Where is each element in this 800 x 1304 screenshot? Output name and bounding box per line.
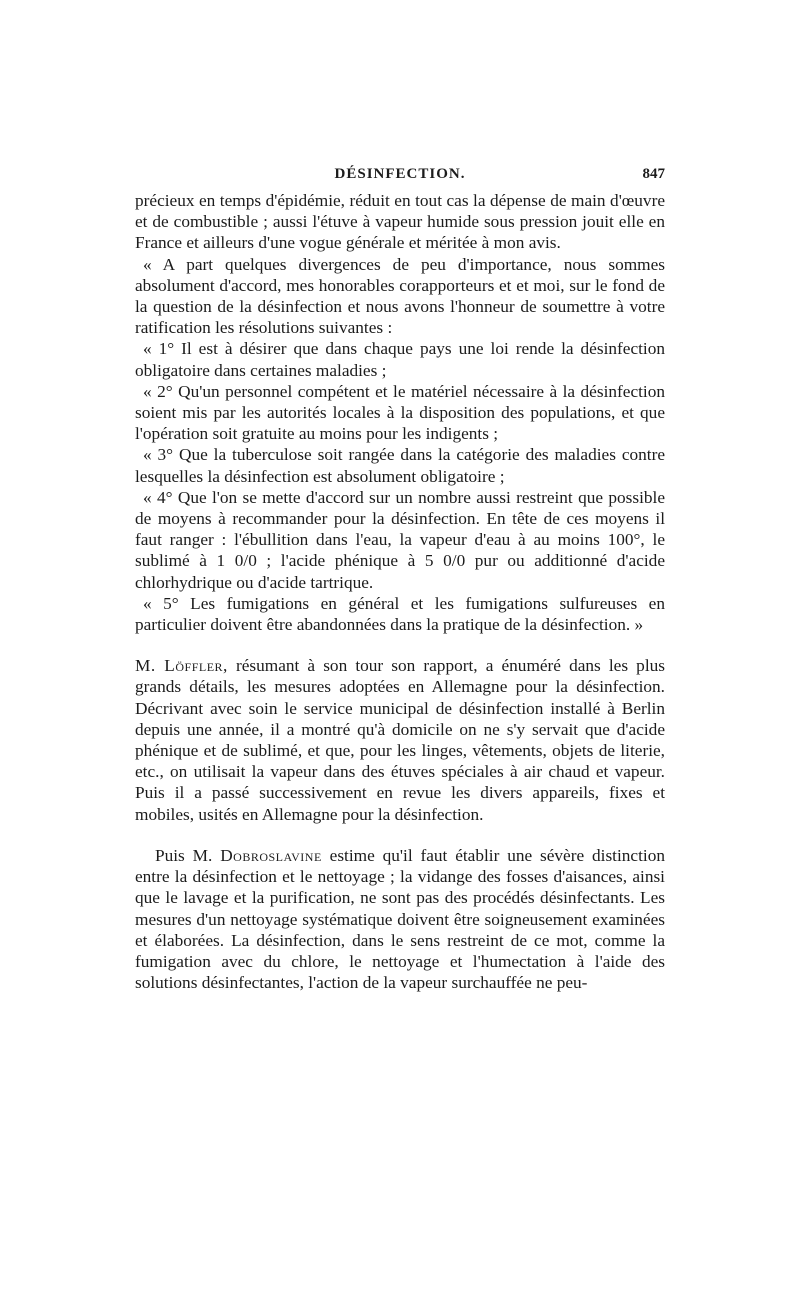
paragraph-dobroslavine-lead: Puis M. <box>155 845 213 865</box>
running-title: DÉSINFECTION. <box>334 166 466 182</box>
paragraph-loffler-text: résumant à son tour son rapport, a énuméré dans les plus grands détails, les mesures adoptées en Allemagne pour la désinfection. Décrivant avec soin le service municipal de désinfection installé à Berlin depuis une année, il a montré qu'à domicile on ne s'y servait que d'acide phénique et de sublimé, et que, pour les linges, vêtements, objets de literie, etc., on utilisait la vapeur dans des étuves spéciales à air chaud et vapeur. Puis il a passé successivement en revue les divers appareils, fixes et mobiles, usités en Allemagne pour la désinfection. <box>135 656 665 824</box>
resolution-4: « 4° Que l'on se mette d'accord sur un nombre aussi restreint que possible de moyens à recommander pour la désinfection. En tête de ces moyens il faut ranger : l'ébullition dans l'eau, la vapeur d'eau à au moins 100°, le sublimé à 1 0/0 ; l'acide phénique à 5 0/0 pur ou additionné d'acide chlorhydrique ou d'acide tartrique. <box>135 487 665 592</box>
author-name-dobroslavine: Dobroslavine <box>220 845 322 865</box>
resolution-2: « 2° Qu'un personnel compétent et le matériel nécessaire à la désinfection soient mis par les autorités locales à la disposition des populations, et que l'opération soit gratuite au moins pour les indigents ; <box>135 381 665 444</box>
paragraph-dobroslavine <box>135 845 665 993</box>
paragraph-1: précieux en temps d'épidémie, réduit en tout cas la dépense de main d'œuvre et de combustible ; aussi l'étuve à vapeur humide sous pression jouit elle en France et ailleurs d'une vogue générale et méritée à mon avis. <box>135 191 665 253</box>
paragraph-gap <box>135 825 665 845</box>
page-header <box>135 166 665 190</box>
resolution-3: « 3° Que la tuberculose soit rangée dans la catégorie des maladies contre lesquelles la désinfection est absolument obligatoire ; <box>135 445 665 486</box>
resolution-5: « 5° Les fumigations en général et les fumigations sulfureuses en particulier doivent être abandonnées dans la pratique de la désinfection. » <box>135 593 665 635</box>
page-number: 847 <box>642 166 665 182</box>
paragraph-gap <box>135 635 665 655</box>
author-name-loffler: M. Löffler, <box>135 656 228 676</box>
paragraph-loffler <box>135 655 665 825</box>
paragraph-2: « A part quelques divergences de peu d'importance, nous sommes absolument d'accord, mes honorables corapporteurs et et moi, sur le fond de la question de la désinfection et nous avons l'honneur de soumettre à votre ratification les résolutions suivantes : <box>135 254 665 338</box>
book-page <box>135 166 665 993</box>
resolution-1: « 1° Il est à désirer que dans chaque pays une loi rende la désinfection obligatoire dans certaines maladies ; <box>135 339 665 380</box>
paragraph-dobroslavine-text: estime qu'il faut établir une sévère distinction entre la désinfection et le nettoyage ; la vidange des fosses d'aisances, ainsi que le lavage et la purification, ne sont pas des procédés désinfectants. Les mesures d'un nettoyage systématique doivent être soigneusement examinées et élaborées. La désinfection, dans le sens restreint de ce mot, comme la fumigation avec du chlore, le nettoyage et l'humectation à l'aide des solutions désinfectantes, l'action de la vapeur surchauffée ne peu- <box>135 845 665 993</box>
